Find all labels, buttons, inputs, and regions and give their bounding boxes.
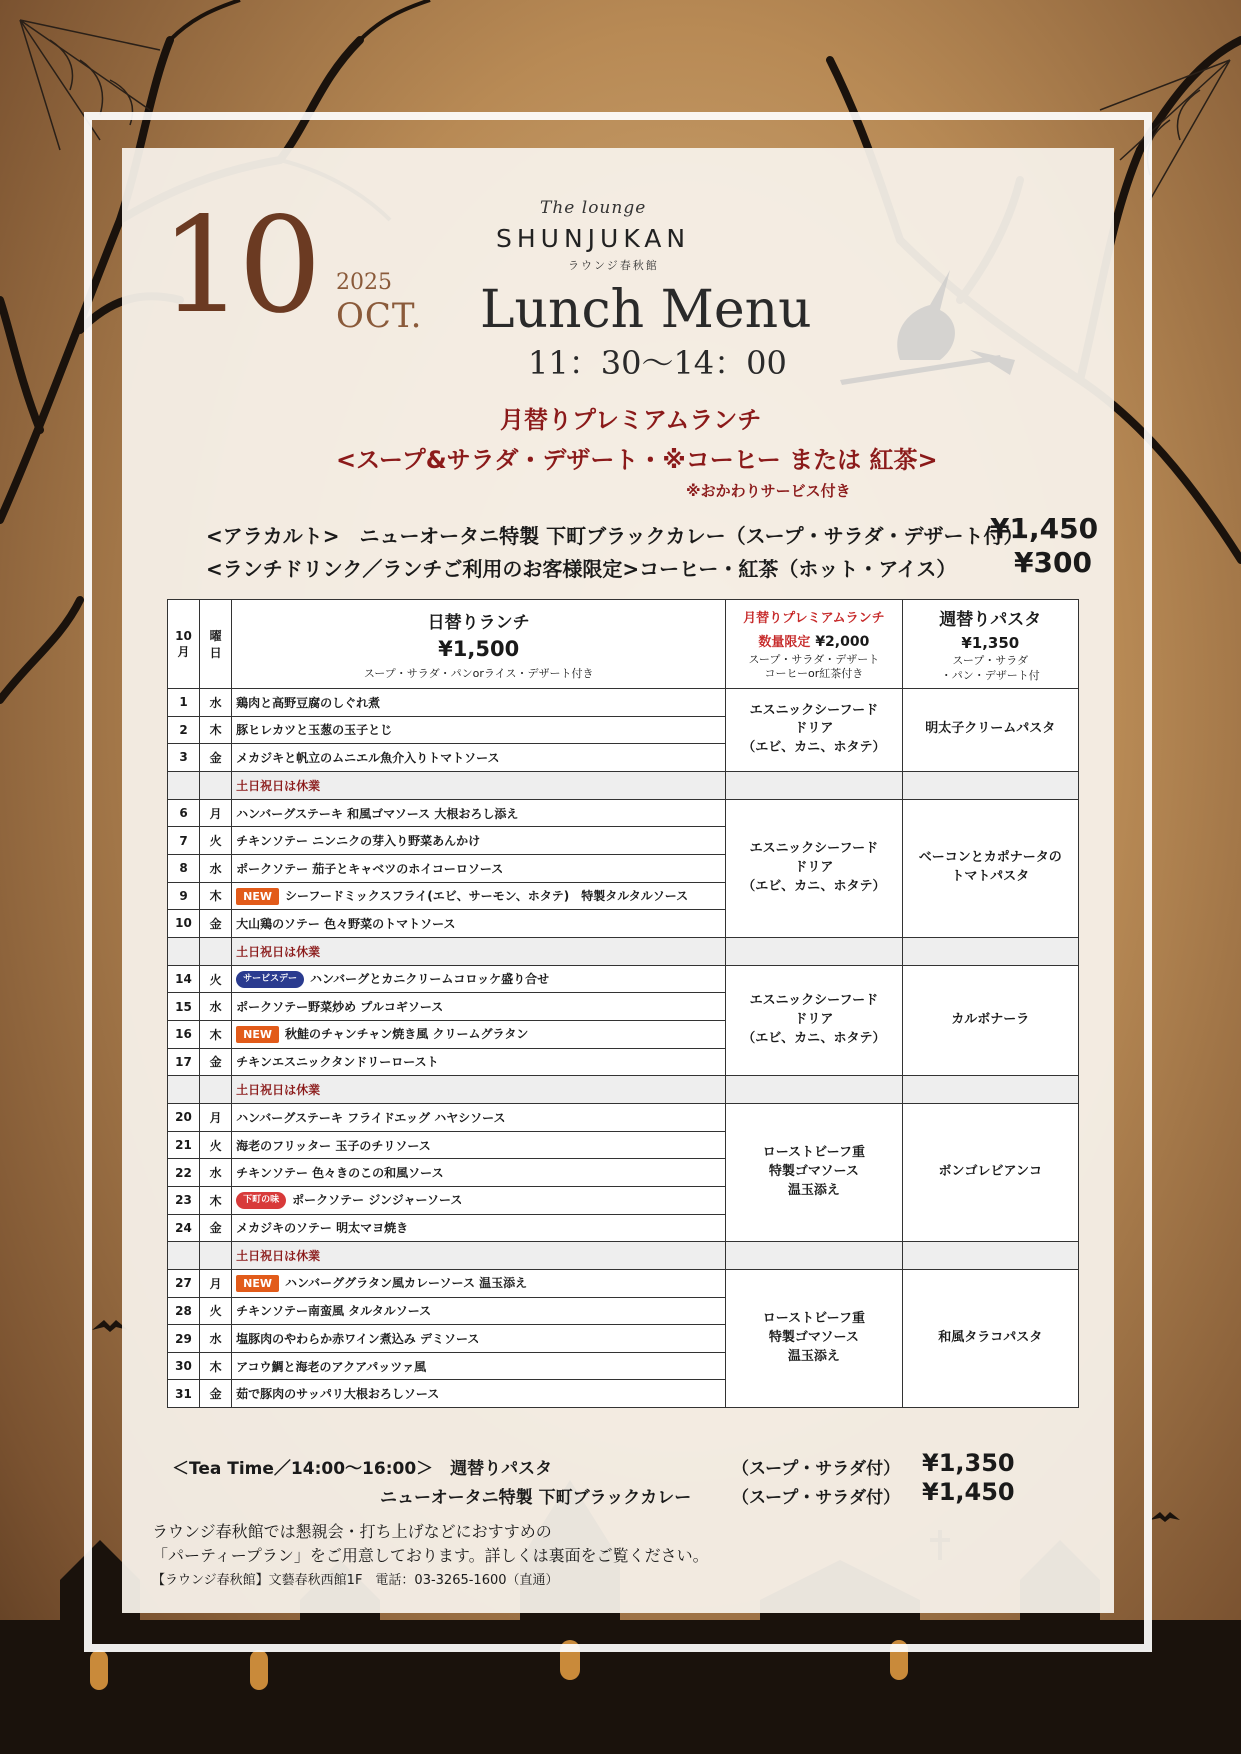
shitamachi-badge: 下町の味 [236,1192,286,1209]
weekly-pasta: 和風タラコパスタ [902,1270,1078,1408]
closed-dow [200,937,232,965]
daily-dish [232,1270,726,1298]
day-date: 27 [168,1270,200,1298]
closed-pasta [902,771,1078,799]
day-date: 29 [168,1325,200,1353]
day-of-week: 木 [200,716,232,744]
day-date: 10 [168,910,200,938]
daily-dish [232,993,726,1021]
day-of-week: 木 [200,882,232,910]
footer-line1: ラウンジ春秋館では懇親会・打ち上げなどにおすすめの [152,1522,552,1541]
daily-dish [232,1297,726,1325]
day-of-week: 金 [200,1214,232,1242]
table-row [168,1270,1079,1298]
teatime-line1: ＜Tea Time／14:00〜16:00＞ 週替りパスタ [172,1459,553,1479]
weekly-pasta: ベーコンとカポナータの トマトパスタ [902,799,1078,937]
alacarte-description: <アラカルト> ニューオータニ特製 下町ブラックカレー（スープ・サラダ・デザート付） [206,524,1024,548]
date-year: 2025 [336,270,392,295]
daily-dish [232,882,726,910]
closed-dow [200,1076,232,1104]
dish-name: ポークソテー ジンジャーソース [292,1193,463,1208]
daily-dish [232,1214,726,1242]
weekly-pasta: 明太子クリームパスタ [902,689,1078,772]
daily-dish [232,1325,726,1353]
day-of-week: 水 [200,1325,232,1353]
alacarte-price: ¥1,450 [990,512,1099,545]
closed-date [168,1242,200,1270]
daily-dish [232,1131,726,1159]
table-row [168,689,1079,717]
day-of-week: 月 [200,1270,232,1298]
dish-name: 鶏肉と高野豆腐のしぐれ煮 [236,695,381,710]
dish-name: メカジキと帆立のムニエル魚介入りトマトソース [236,750,500,765]
dish-name: チキンエスニックタンドリーロースト [236,1055,439,1070]
day-of-week: 金 [200,910,232,938]
day-of-week: 火 [200,1297,232,1325]
day-date: 2 [168,716,200,744]
premium-dish: エスニックシーフード ドリア （エビ、カニ、ホタテ） [726,799,902,937]
pasta-note2: ・パン・デザート付 [940,668,1040,682]
day-date: 20 [168,1104,200,1132]
daily-price: ¥1,500 [438,636,520,661]
day-date: 30 [168,1352,200,1380]
pasta-note1: スープ・サラダ [952,654,1029,668]
day-of-week: 金 [200,744,232,772]
dish-name: 茹で豚肉のサッパリ大根おろしソース [236,1387,440,1402]
dish-name: ハンバーグステーキ フライドエッグ ハヤシソース [236,1110,506,1125]
header-daily [232,600,726,689]
witch-silhouette-icon [820,260,1020,410]
closed-date [168,937,200,965]
closed-premium [726,937,902,965]
premium-dish: エスニックシーフード ドリア （エビ、カニ、ホタテ） [726,965,902,1075]
closed-pasta [902,1242,1078,1270]
daily-dish [232,1159,726,1187]
table-header-row [168,600,1079,689]
daily-dish [232,1048,726,1076]
pasta-title: 週替りパスタ [939,610,1042,631]
daily-note: スープ・サラダ・パンorライス・デザート付き [363,666,594,680]
day-of-week: 水 [200,689,232,717]
header-dow: 曜日 [200,600,232,689]
closed-row [168,1242,1079,1270]
closed-pasta [902,937,1078,965]
daily-dish [232,965,726,993]
dish-name: ポークソテー野菜炒め プルコギソース [236,1000,444,1015]
lounge-script: The lounge [540,198,647,218]
day-of-week: 木 [200,1186,232,1214]
day-date: 3 [168,744,200,772]
dish-name: ハンバーグステーキ 和風ゴマソース 大根おろし添え [236,806,519,821]
day-of-week: 木 [200,1020,232,1048]
menu-body [168,689,1079,1408]
dish-name: チキンソテー 色々きのこの和風ソース [236,1166,444,1181]
closed-label: 土日祝日は休業 [232,771,726,799]
premium-title: 月替りプレミアムランチ [500,406,762,434]
day-date: 16 [168,1020,200,1048]
day-date: 31 [168,1380,200,1408]
daily-dish [232,910,726,938]
day-of-week: 火 [200,965,232,993]
daily-dish [232,744,726,772]
drink-description: <ランチドリンク／ランチご利用のお客様限定>コーヒー・紅茶（ホット・アイス） [206,557,957,581]
dish-name: 塩豚肉のやわらか赤ワイン煮込み デミソース [236,1332,480,1347]
lounge-name: SHUNJUKAN [496,224,691,253]
daily-dish [232,1104,726,1132]
day-of-week: 月 [200,799,232,827]
premium-price: ¥2,000 [815,633,870,650]
daily-dish [232,1186,726,1214]
premium-header-note1: スープ・サラダ・デザート [748,652,880,666]
closed-label: 土日祝日は休業 [232,1076,726,1104]
teatime-line1-price: ¥1,350 [922,1449,1015,1477]
closed-date [168,1076,200,1104]
dish-name: シーフードミックスフライ(エビ、サーモン、ホタテ) 特製タルタルソース [284,888,689,903]
footer-contact: 【ラウンジ春秋館】文藝春秋西館1F 電話：03-3265-1600（直通） [152,1573,559,1588]
closed-premium [726,771,902,799]
dish-name: アコウ鯛と海老のアクアパッツァ風 [236,1359,427,1374]
day-date: 1 [168,689,200,717]
day-of-week: 火 [200,1131,232,1159]
daily-dish [232,689,726,717]
day-date: 24 [168,1214,200,1242]
teatime-line1-note: （スープ・サラダ付） [732,1459,901,1479]
day-date: 15 [168,993,200,1021]
closed-pasta [902,1076,1078,1104]
premium-limit: 数量限定 [758,634,811,650]
day-of-week: 火 [200,827,232,855]
dish-name: ハンバーグとカニクリームコロッケ盛り合せ [309,972,550,987]
day-date: 21 [168,1131,200,1159]
drink-price: ¥300 [1014,546,1092,579]
table-row [168,1104,1079,1132]
footer-line2: 「パーティープラン」をご用意しております。詳しくは裏面をご覧ください。 [152,1546,709,1565]
daily-dish [232,827,726,855]
table-row [168,799,1079,827]
closed-dow [200,1242,232,1270]
lounge-name-jp: ラウンジ春秋館 [568,259,659,272]
daily-dish [232,854,726,882]
day-of-week: 水 [200,854,232,882]
dish-name: 大山鶏のソテー 色々野菜のトマトソース [236,916,456,931]
day-of-week: 水 [200,993,232,1021]
day-of-week: 木 [200,1352,232,1380]
pasta-price: ¥1,350 [961,634,1020,653]
premium-dish: ローストビーフ重 特製ゴマソース 温玉添え [726,1104,902,1242]
dish-name: 豚ヒレカツと玉葱の玉子とじ [236,723,393,738]
closed-row [168,937,1079,965]
header-date: 10月 [168,600,200,689]
service-day-badge: サービスデー [236,971,304,988]
premium-note: ※おかわりサービス付き [686,482,851,500]
daily-dish [232,716,726,744]
daily-dish [232,1020,726,1048]
teatime-line2-note: （スープ・サラダ付） [732,1488,901,1508]
premium-subtitle: <スープ&サラダ・デザート・※コーヒー または 紅茶> [336,446,938,474]
date-month: OCT. [336,296,423,336]
weekly-pasta: カルボナーラ [902,965,1078,1075]
closed-row [168,1076,1079,1104]
closed-label: 土日祝日は休業 [232,1242,726,1270]
daily-dish [232,1352,726,1380]
dish-name: ハンバーググラタン風カレーソース 温玉添え [284,1276,528,1291]
day-of-week: 金 [200,1380,232,1408]
new-badge: NEW [236,888,279,905]
closed-row [168,771,1079,799]
new-badge: NEW [236,1026,279,1043]
closed-premium [726,1242,902,1270]
header-pasta [902,600,1078,689]
menu-table [167,599,1079,1408]
premium-dish: エスニックシーフード ドリア （エビ、カニ、ホタテ） [726,689,902,772]
date-day: 10 [160,189,316,343]
day-date: 17 [168,1048,200,1076]
day-date: 7 [168,827,200,855]
dish-name: 海老のフリッター 玉子のチリソース [236,1138,431,1153]
day-of-week: 水 [200,1159,232,1187]
day-date: 6 [168,799,200,827]
daily-title: 日替りランチ [427,612,530,633]
lunch-hours: 11：30〜14：00 [528,344,787,382]
day-date: 14 [168,965,200,993]
dish-name: 秋鮭のチャンチャン焼き風 クリームグラタン [284,1027,529,1042]
day-date: 28 [168,1297,200,1325]
teatime-line2-price: ¥1,450 [922,1478,1015,1506]
page-title: Lunch Menu [480,280,812,340]
table-row [168,965,1079,993]
teatime-line2: ニューオータニ特製 下町ブラックカレー [380,1488,692,1508]
daily-dish [232,799,726,827]
weekly-pasta: ボンゴレビアンコ [902,1104,1078,1242]
premium-header-title: 月替りプレミアムランチ [743,610,885,626]
closed-dow [200,771,232,799]
closed-label: 土日祝日は休業 [232,937,726,965]
header-premium [726,600,902,689]
day-date: 22 [168,1159,200,1187]
day-date: 23 [168,1186,200,1214]
daily-dish [232,1380,726,1408]
dish-name: メカジキのソテー 明太マヨ焼き [236,1221,409,1236]
day-of-week: 金 [200,1048,232,1076]
day-date: 8 [168,854,200,882]
dish-name: チキンソテー ニンニクの芽入り野菜あんかけ [236,834,481,849]
closed-premium [726,1076,902,1104]
dish-name: ポークソテー 茄子とキャベツのホイコーロソース [236,861,504,876]
new-badge: NEW [236,1275,279,1292]
closed-date [168,771,200,799]
dish-name: チキンソテー南蛮風 タルタルソース [236,1304,432,1319]
premium-dish: ローストビーフ重 特製ゴマソース 温玉添え [726,1270,902,1408]
premium-header-note2: コーヒーor紅茶付き [764,667,864,680]
day-of-week: 月 [200,1104,232,1132]
day-date: 9 [168,882,200,910]
